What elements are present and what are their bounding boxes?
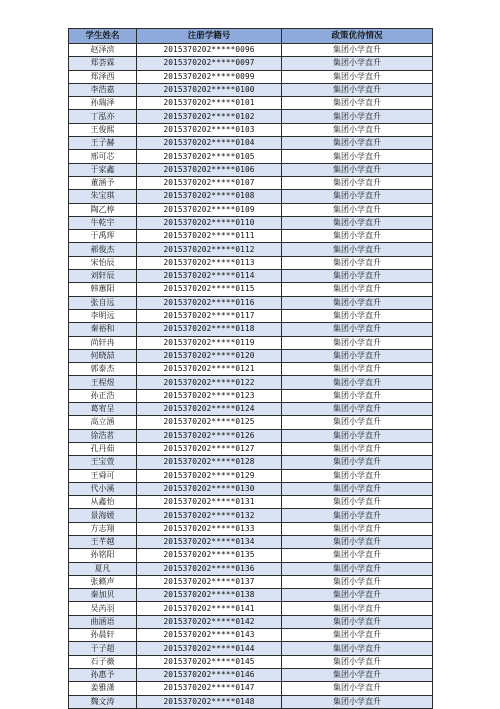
cell-registration-id: 2015370202*****0102 <box>137 110 282 123</box>
cell-registration-id: 2015370202*****0122 <box>137 376 282 389</box>
table-row <box>69 203 433 216</box>
cell-student-name: 郝俊杰 <box>69 243 137 256</box>
cell-student-name: 李浩嘉 <box>69 83 137 96</box>
cell-policy-status: 集团小学直升 <box>282 349 433 362</box>
table-row <box>69 442 433 455</box>
cell-policy-status: 集团小学直升 <box>282 655 433 668</box>
table-row <box>69 150 433 163</box>
table-row <box>69 535 433 548</box>
cell-registration-id: 2015370202*****0131 <box>137 496 282 509</box>
cell-student-name: 于家鑫 <box>69 163 137 176</box>
cell-registration-id: 2015370202*****0136 <box>137 562 282 575</box>
cell-registration-id: 2015370202*****0128 <box>137 456 282 469</box>
cell-registration-id: 2015370202*****0129 <box>137 469 282 482</box>
cell-registration-id: 2015370202*****0115 <box>137 283 282 296</box>
cell-policy-status: 集团小学直升 <box>282 296 433 309</box>
cell-policy-status: 集团小学直升 <box>282 615 433 628</box>
cell-policy-status: 集团小学直升 <box>282 363 433 376</box>
table-row <box>69 695 433 708</box>
cell-registration-id: 2015370202*****0099 <box>137 70 282 83</box>
cell-registration-id: 2015370202*****0117 <box>137 309 282 322</box>
cell-registration-id: 2015370202*****0108 <box>137 190 282 203</box>
cell-registration-id: 2015370202*****0134 <box>137 535 282 548</box>
cell-policy-status: 集团小学直升 <box>282 203 433 216</box>
cell-student-name: 高立涵 <box>69 416 137 429</box>
cell-student-name: 李明远 <box>69 309 137 322</box>
table-row <box>69 97 433 110</box>
cell-student-name: 孔丹茹 <box>69 442 137 455</box>
table-row <box>69 509 433 522</box>
cell-policy-status: 集团小学直升 <box>282 509 433 522</box>
cell-policy-status: 集团小学直升 <box>282 44 433 57</box>
cell-registration-id: 2015370202*****0125 <box>137 416 282 429</box>
cell-student-name: 代小溪 <box>69 482 137 495</box>
cell-policy-status: 集团小学直升 <box>282 562 433 575</box>
table-row <box>69 549 433 562</box>
table-row <box>69 363 433 376</box>
cell-policy-status: 集团小学直升 <box>282 230 433 243</box>
cell-registration-id: 2015370202*****0113 <box>137 256 282 269</box>
table-row <box>69 256 433 269</box>
cell-policy-status: 集团小学直升 <box>282 429 433 442</box>
table-row <box>69 270 433 283</box>
cell-policy-status: 集团小学直升 <box>282 123 433 136</box>
table-row <box>69 482 433 495</box>
cell-student-name: 于禹珲 <box>69 230 137 243</box>
cell-policy-status: 集团小学直升 <box>282 575 433 588</box>
cell-student-name: 郑荟霖 <box>69 57 137 70</box>
table-row <box>69 349 433 362</box>
cell-student-name: 王芊越 <box>69 535 137 548</box>
cell-policy-status: 集团小学直升 <box>282 336 433 349</box>
cell-registration-id: 2015370202*****0123 <box>137 389 282 402</box>
table-row <box>69 496 433 509</box>
table-row <box>69 336 433 349</box>
cell-policy-status: 集团小学直升 <box>282 589 433 602</box>
cell-registration-id: 2015370202*****0096 <box>137 44 282 57</box>
table-row <box>69 57 433 70</box>
cell-student-name: 方志翔 <box>69 522 137 535</box>
cell-registration-id: 2015370202*****0103 <box>137 123 282 136</box>
cell-registration-id: 2015370202*****0148 <box>137 695 282 708</box>
cell-policy-status: 集团小学直升 <box>282 682 433 695</box>
cell-registration-id: 2015370202*****0141 <box>137 602 282 615</box>
cell-student-name: 郭泰杰 <box>69 363 137 376</box>
cell-policy-status: 集团小学直升 <box>282 376 433 389</box>
student-table-sheet <box>68 28 432 709</box>
cell-policy-status: 集团小学直升 <box>282 403 433 416</box>
cell-registration-id: 2015370202*****0100 <box>137 83 282 96</box>
table-row <box>69 309 433 322</box>
cell-policy-status: 集团小学直升 <box>282 309 433 322</box>
cell-student-name: 于子超 <box>69 642 137 655</box>
table-row <box>69 575 433 588</box>
cell-policy-status: 集团小学直升 <box>282 70 433 83</box>
cell-registration-id: 2015370202*****0138 <box>137 589 282 602</box>
table-row <box>69 602 433 615</box>
cell-registration-id: 2015370202*****0116 <box>137 296 282 309</box>
cell-policy-status: 集团小学直升 <box>282 283 433 296</box>
table-row <box>69 296 433 309</box>
cell-registration-id: 2015370202*****0144 <box>137 642 282 655</box>
cell-registration-id: 2015370202*****0104 <box>137 137 282 150</box>
cell-policy-status: 集团小学直升 <box>282 522 433 535</box>
table-row <box>69 615 433 628</box>
cell-registration-id: 2015370202*****0133 <box>137 522 282 535</box>
table-row <box>69 83 433 96</box>
table-row <box>69 230 433 243</box>
cell-student-name: 牛乾宇 <box>69 216 137 229</box>
cell-policy-status: 集团小学直升 <box>282 535 433 548</box>
cell-student-name: 魏文涛 <box>69 695 137 708</box>
cell-student-name: 葛宥呈 <box>69 403 137 416</box>
cell-policy-status: 集团小学直升 <box>282 150 433 163</box>
cell-policy-status: 集团小学直升 <box>282 629 433 642</box>
table-row <box>69 323 433 336</box>
cell-policy-status: 集团小学直升 <box>282 83 433 96</box>
cell-student-name: 张籁声 <box>69 575 137 588</box>
cell-registration-id: 2015370202*****0106 <box>137 163 282 176</box>
table-row <box>69 629 433 642</box>
cell-student-name: 姜雅潇 <box>69 682 137 695</box>
table-row <box>69 469 433 482</box>
cell-student-name: 孙正浩 <box>69 389 137 402</box>
cell-student-name: 宋怡辰 <box>69 256 137 269</box>
table-row <box>69 376 433 389</box>
cell-policy-status: 集团小学直升 <box>282 137 433 150</box>
cell-student-name: 陶乙椁 <box>69 203 137 216</box>
cell-registration-id: 2015370202*****0130 <box>137 482 282 495</box>
cell-policy-status: 集团小学直升 <box>282 442 433 455</box>
cell-registration-id: 2015370202*****0109 <box>137 203 282 216</box>
cell-student-name: 王俊熙 <box>69 123 137 136</box>
cell-student-name: 徐浩茗 <box>69 429 137 442</box>
cell-student-name: 何晓喆 <box>69 349 137 362</box>
table-row <box>69 110 433 123</box>
cell-student-name: 刘轩辰 <box>69 270 137 283</box>
cell-registration-id: 2015370202*****0121 <box>137 363 282 376</box>
cell-student-name: 赵泽滨 <box>69 44 137 57</box>
table-row <box>69 216 433 229</box>
cell-registration-id: 2015370202*****0114 <box>137 270 282 283</box>
table-row <box>69 70 433 83</box>
cell-student-name: 丁泓亦 <box>69 110 137 123</box>
table-row <box>69 429 433 442</box>
cell-student-name: 王宝萱 <box>69 456 137 469</box>
cell-registration-id: 2015370202*****0135 <box>137 549 282 562</box>
student-policy-table <box>68 28 433 709</box>
cell-policy-status: 集团小学直升 <box>282 216 433 229</box>
cell-registration-id: 2015370202*****0118 <box>137 323 282 336</box>
cell-student-name: 董涵予 <box>69 176 137 189</box>
header-student-name: 学生姓名 <box>69 29 137 44</box>
table-row <box>69 655 433 668</box>
table-row <box>69 589 433 602</box>
table-row <box>69 403 433 416</box>
cell-policy-status: 集团小学直升 <box>282 482 433 495</box>
cell-policy-status: 集团小学直升 <box>282 243 433 256</box>
table-row <box>69 682 433 695</box>
cell-student-name: 韩蕙阳 <box>69 283 137 296</box>
cell-student-name: 吴芮羽 <box>69 602 137 615</box>
cell-policy-status: 集团小学直升 <box>282 97 433 110</box>
cell-policy-status: 集团小学直升 <box>282 496 433 509</box>
cell-registration-id: 2015370202*****0111 <box>137 230 282 243</box>
cell-policy-status: 集团小学直升 <box>282 176 433 189</box>
table-row <box>69 389 433 402</box>
table-row <box>69 123 433 136</box>
cell-policy-status: 集团小学直升 <box>282 602 433 615</box>
cell-student-name: 王程煜 <box>69 376 137 389</box>
cell-policy-status: 集团小学直升 <box>282 256 433 269</box>
cell-student-name: 孙惠予 <box>69 668 137 681</box>
cell-registration-id: 2015370202*****0143 <box>137 629 282 642</box>
cell-policy-status: 集团小学直升 <box>282 549 433 562</box>
cell-registration-id: 2015370202*****0105 <box>137 150 282 163</box>
cell-policy-status: 集团小学直升 <box>282 416 433 429</box>
cell-student-name: 孙晨轩 <box>69 629 137 642</box>
cell-policy-status: 集团小学直升 <box>282 668 433 681</box>
table-row <box>69 176 433 189</box>
cell-registration-id: 2015370202*****0119 <box>137 336 282 349</box>
cell-policy-status: 集团小学直升 <box>282 163 433 176</box>
header-registration-id: 注册学籍号 <box>137 29 282 44</box>
cell-registration-id: 2015370202*****0147 <box>137 682 282 695</box>
cell-registration-id: 2015370202*****0120 <box>137 349 282 362</box>
cell-policy-status: 集团小学直升 <box>282 389 433 402</box>
cell-policy-status: 集团小学直升 <box>282 642 433 655</box>
cell-registration-id: 2015370202*****0124 <box>137 403 282 416</box>
table-row <box>69 416 433 429</box>
cell-registration-id: 2015370202*****0126 <box>137 429 282 442</box>
table-row <box>69 243 433 256</box>
cell-registration-id: 2015370202*****0132 <box>137 509 282 522</box>
cell-policy-status: 集团小学直升 <box>282 110 433 123</box>
cell-registration-id: 2015370202*****0145 <box>137 655 282 668</box>
cell-registration-id: 2015370202*****0127 <box>137 442 282 455</box>
cell-policy-status: 集团小学直升 <box>282 270 433 283</box>
table-row <box>69 190 433 203</box>
cell-student-name: 曲涵语 <box>69 615 137 628</box>
cell-student-name: 秦裕和 <box>69 323 137 336</box>
cell-policy-status: 集团小学直升 <box>282 57 433 70</box>
table-row <box>69 456 433 469</box>
cell-registration-id: 2015370202*****0097 <box>137 57 282 70</box>
table-row <box>69 44 433 57</box>
table-row <box>69 642 433 655</box>
cell-student-name: 王舜可 <box>69 469 137 482</box>
table-row <box>69 283 433 296</box>
cell-policy-status: 集团小学直升 <box>282 323 433 336</box>
cell-registration-id: 2015370202*****0101 <box>137 97 282 110</box>
table-row <box>69 163 433 176</box>
table-row <box>69 522 433 535</box>
cell-student-name: 尚轩冉 <box>69 336 137 349</box>
cell-student-name: 从鑫怡 <box>69 496 137 509</box>
cell-student-name: 张自远 <box>69 296 137 309</box>
cell-student-name: 夏凡 <box>69 562 137 575</box>
cell-student-name: 秦加贝 <box>69 589 137 602</box>
cell-student-name: 朱宝琪 <box>69 190 137 203</box>
table-row <box>69 562 433 575</box>
cell-registration-id: 2015370202*****0112 <box>137 243 282 256</box>
cell-student-name: 景海媛 <box>69 509 137 522</box>
cell-student-name: 孙铭阳 <box>69 549 137 562</box>
cell-policy-status: 集团小学直升 <box>282 695 433 708</box>
cell-student-name: 王子赫 <box>69 137 137 150</box>
cell-student-name: 孙瑞泽 <box>69 97 137 110</box>
table-body <box>69 44 433 709</box>
cell-registration-id: 2015370202*****0137 <box>137 575 282 588</box>
cell-policy-status: 集团小学直升 <box>282 190 433 203</box>
table-row <box>69 668 433 681</box>
header-policy-status: 政策优待情况 <box>282 29 433 44</box>
cell-student-name: 郑泽西 <box>69 70 137 83</box>
table-row <box>69 137 433 150</box>
cell-policy-status: 集团小学直升 <box>282 456 433 469</box>
cell-registration-id: 2015370202*****0107 <box>137 176 282 189</box>
cell-student-name: 石子薇 <box>69 655 137 668</box>
cell-student-name: 邢可芯 <box>69 150 137 163</box>
cell-registration-id: 2015370202*****0142 <box>137 615 282 628</box>
cell-registration-id: 2015370202*****0146 <box>137 668 282 681</box>
cell-registration-id: 2015370202*****0110 <box>137 216 282 229</box>
cell-policy-status: 集团小学直升 <box>282 469 433 482</box>
table-header-row <box>69 29 433 44</box>
